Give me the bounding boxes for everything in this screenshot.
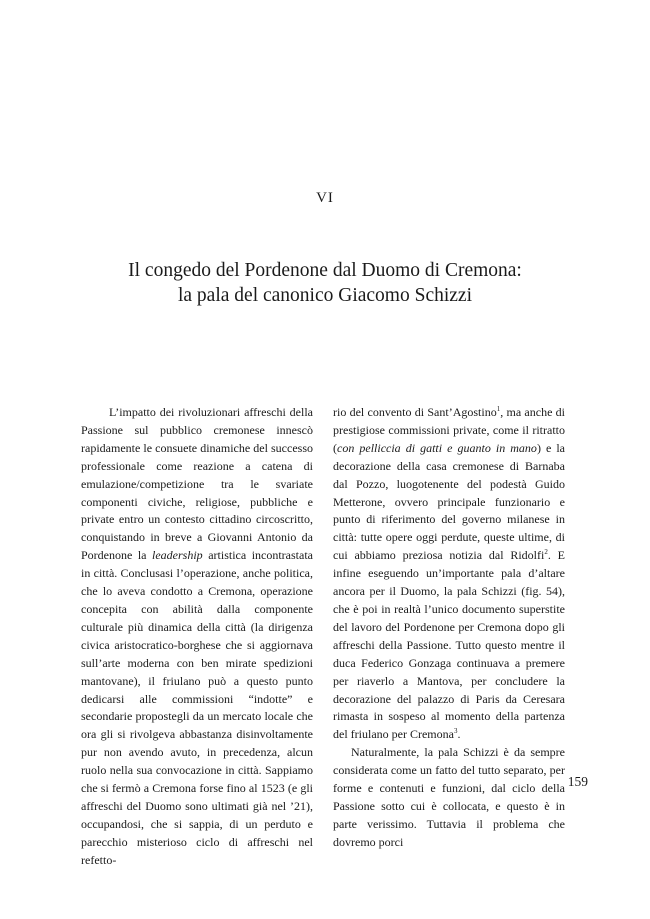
- footnote-ref-2[interactable]: 2: [544, 548, 548, 557]
- left-text-column: [81, 404, 313, 870]
- chapter-title-line-1: Il congedo del Pordenone dal Duomo di Cremona:: [128, 260, 522, 281]
- right-text-column: [333, 404, 565, 852]
- right-paragraph-2: Naturalmente, la pala Schizzi è da sempre considerata come un fatto del tutto separato, per forme e contenuti e funzioni, dal ciclo della Passione sotto cui è collocata, e questo è in parte verissimo. Tuttavia il problema che dovremo porci: [333, 745, 565, 849]
- right-text-a: rio del convento di Sant’Agostino: [333, 405, 497, 419]
- footnote-ref-1[interactable]: 1: [496, 405, 501, 413]
- chapter-title-line-2: la pala del canonico Giacomo Schizzi: [177, 285, 472, 306]
- left-paragraph: [81, 404, 313, 870]
- footnote-ref-3[interactable]: 3: [453, 727, 458, 736]
- right-text-b: , ma anche di prestigiose commissioni private, come il ritratto (: [333, 405, 565, 455]
- right-paragraph-continued: [333, 404, 565, 744]
- page-number: 159: [567, 774, 588, 789]
- right-text-e: .: [457, 727, 461, 742]
- left-text-b: artistica incontrastata in città. Conclusasi l’operazione, anche politica, che lo aveva condotto a Cremona, operazione concepita con abilità dalla componente culturale più dinamica della città (la dirigenza civica aristocratico-borghese che si aggiornava sull’arte moderna con ben mirate spedizioni mantovane), il friulano può a questo punto dedicarsi alle commissioni “indotte” e secondarie propostegli da un mercato locale che ora gli si rivolgeva abbastanza disinvoltamente pur non avendo avuto, in precedenza, alcun ruolo nella sua convocazione in città. Sappiamo che si fermò a Cremona forse fino al 1523 (e gli affreschi del Duomo sono ultimati già nel ’21), occupandosi, che si sappia, di un perduto e parecchio misterioso ciclo di affreschi nel refetto-: [81, 548, 313, 867]
- chapter-title: [0, 258, 650, 308]
- right-text-c: ) e la decorazione della casa cremonese di Barnaba dal Pozzo, luogotenente del podestà Guido Metterone, ovvero principale funzionario e punto di riferimento del governo milanese in città: tutte opere oggi perdute, queste ultime, di cui abbiamo preziosa notizia dal Ridolfi: [333, 440, 566, 563]
- chapter-number: VI: [316, 190, 334, 206]
- left-italic-leadership: leadership: [152, 548, 203, 563]
- right-text-d: . E infine eseguendo un’importante pala d’altare ancora per il Duomo, la pala Schizzi (fig. 54), che è poi in realtà l’unico documento superstite del lavoro del Pordenone per Cremona dopo gli affreschi della Passione. Tutto questo mentre il duca Federico Gonzaga continuava a premere per riaverlo a Mantova, per concludere la decorazione del palazzo di Paris da Ceresara rimasta in sospeso al momento della partenza del friulano per Cremona: [333, 548, 565, 742]
- right-italic-quote: con pelliccia di gatti e guanto in mano: [337, 440, 537, 455]
- left-text-a: L’impatto dei rivoluzionari affreschi della Passione sul pubblico cremonese innescò rapidamente le consuete dinamiche del successo professionale come reazione a catena di emulazione/competizione tra le svariate componenti civiche, religiose, pubbliche e private entro un contesto cittadino circoscritto, conquistando in breve a Giovanni Antonio da Pordenone la: [81, 405, 313, 563]
